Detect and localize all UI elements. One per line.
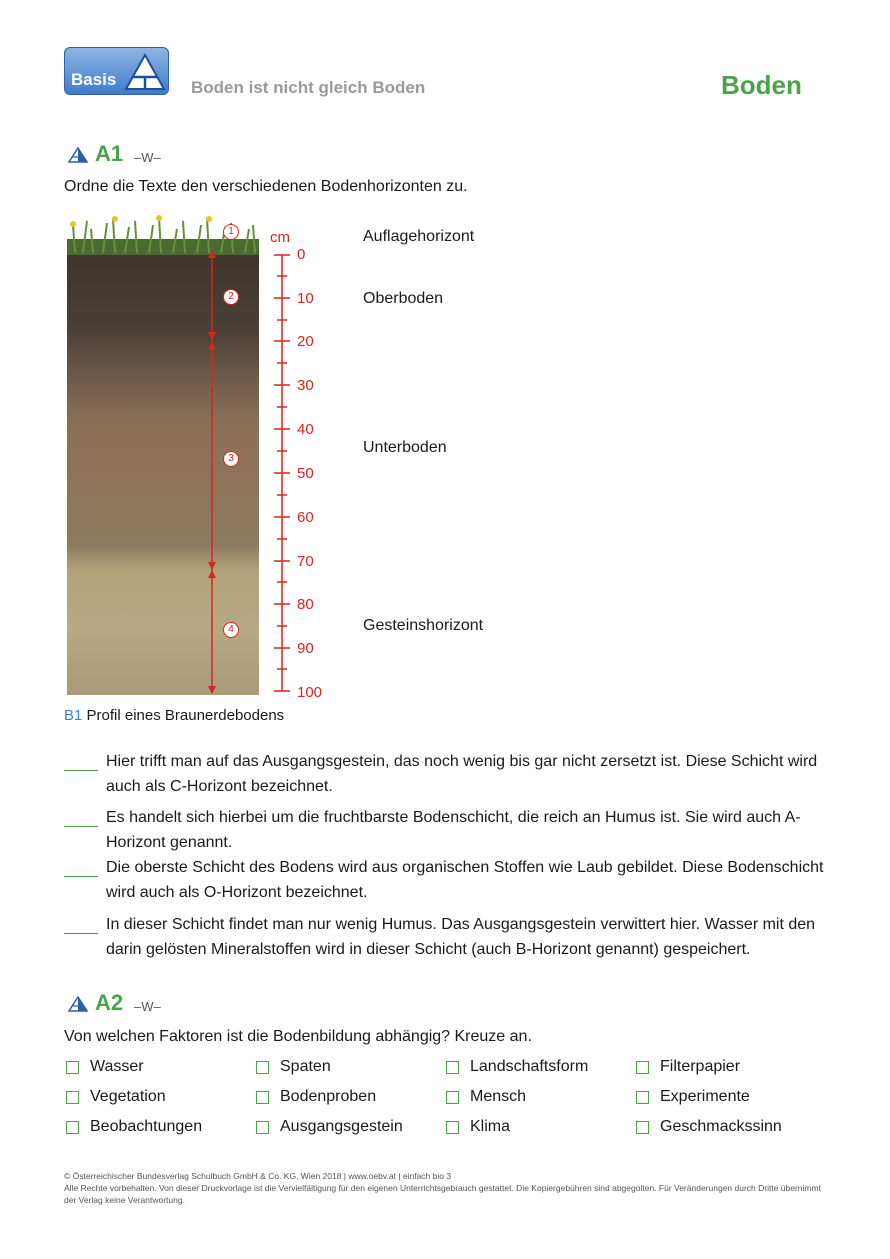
checkbox[interactable] xyxy=(66,1091,79,1104)
horizon-label: Gesteinshorizont xyxy=(363,617,484,634)
horizon-label: Oberboden xyxy=(363,290,444,307)
horizon-marker: 2 xyxy=(223,289,239,305)
task-number: A1 xyxy=(95,141,124,166)
scale-tick-label: 20 xyxy=(297,333,314,350)
answer-blank[interactable] xyxy=(64,876,98,877)
checkbox[interactable] xyxy=(256,1091,269,1104)
task-instruction: Ordne die Texte den verschiedenen Bodenhorizonten zu. xyxy=(64,178,468,195)
horizon-marker: 4 xyxy=(223,622,239,638)
option-label: Spaten xyxy=(280,1058,331,1075)
checkbox[interactable] xyxy=(446,1091,459,1104)
topic-title: Boden xyxy=(721,70,802,100)
worksheet-subtitle: Boden ist nicht gleich Boden xyxy=(191,78,426,97)
checkbox[interactable] xyxy=(636,1061,649,1074)
option-label: Geschmackssinn xyxy=(660,1118,782,1135)
scale-tick-label: 80 xyxy=(297,596,314,613)
answer-blank[interactable] xyxy=(64,826,98,827)
basis-logo xyxy=(64,47,169,95)
horizon-arrows xyxy=(205,228,219,698)
scale-tick-label: 0 xyxy=(297,246,306,263)
footer-line: © Österreichischer Bundesverlag Schulbuch GmbH & Co. KG, Wien 2018 | www.oebv.at | einfach bio 3 xyxy=(64,1171,452,1181)
horizon-label: Unterboden xyxy=(363,439,447,456)
pyramid-icon xyxy=(68,996,88,1012)
copyright-footer xyxy=(64,1170,824,1206)
task-tag: –W– xyxy=(134,999,161,1014)
option-label: Ausgangsgestein xyxy=(280,1118,403,1135)
caption-text: Profil eines Braunerdebodens xyxy=(86,707,285,724)
checkbox[interactable] xyxy=(256,1061,269,1074)
answer-blank[interactable] xyxy=(64,933,98,934)
task-instruction: Von welchen Faktoren ist die Bodenbildung abhängig? Kreuze an. xyxy=(64,1028,532,1045)
horizon-marker: 3 xyxy=(223,451,239,467)
scale-unit: cm xyxy=(270,229,290,246)
figure-caption xyxy=(64,707,284,724)
logo-text: Basis xyxy=(71,70,117,89)
option-label: Vegetation xyxy=(90,1088,166,1105)
task-number: A2 xyxy=(95,990,124,1015)
pyramid-icon xyxy=(68,147,88,163)
scale-tick-label: 50 xyxy=(297,465,314,482)
scale-tick-label: 40 xyxy=(297,421,314,438)
checkbox[interactable] xyxy=(66,1061,79,1074)
checkbox[interactable] xyxy=(256,1121,269,1134)
scale-tick-label: 100 xyxy=(297,684,323,701)
statement-text: In dieser Schicht findet man nur wenig Humus. Das Ausgangsgestein verwittert hier. Wasser mit den darin gelösten Mineralstoffen wird in dieser Schicht (auch B-Horizont genannt) gespeichert. xyxy=(106,916,816,958)
checkbox[interactable] xyxy=(66,1121,79,1134)
checkbox[interactable] xyxy=(446,1121,459,1134)
scale-tick-label: 60 xyxy=(297,509,314,526)
horizon-label: Auflagehorizont xyxy=(363,228,475,245)
answer-blank[interactable] xyxy=(64,770,98,771)
statement-text: Die oberste Schicht des Bodens wird aus organischen Stoffen wie Laub gebildet. Diese Bodenschicht wird auch als O-Horizont bezeichnet. xyxy=(106,859,824,901)
option-label: Bodenproben xyxy=(280,1088,377,1105)
checkbox[interactable] xyxy=(446,1061,459,1074)
option-label: Experimente xyxy=(660,1088,750,1105)
scale-tick-label: 70 xyxy=(297,553,314,570)
option-label: Mensch xyxy=(470,1088,527,1105)
depth-scale-ruler xyxy=(270,248,294,698)
scale-tick-label: 30 xyxy=(297,377,314,394)
option-label: Klima xyxy=(470,1118,511,1135)
caption-prefix: B1 xyxy=(64,707,83,724)
statement-text: Es handelt sich hierbei um die fruchtbarste Bodenschicht, die reich an Humus ist. Sie wird auch A-Horizont genannt. xyxy=(106,809,801,851)
task-tag: –W– xyxy=(134,150,161,165)
option-label: Wasser xyxy=(90,1058,144,1075)
checkbox[interactable] xyxy=(636,1121,649,1134)
scale-tick-label: 90 xyxy=(297,640,314,657)
checkbox[interactable] xyxy=(636,1091,649,1104)
option-label: Landschaftsform xyxy=(470,1058,589,1075)
option-label: Beobachtungen xyxy=(90,1118,203,1135)
pyramid-icon xyxy=(123,52,167,92)
scale-tick-label: 10 xyxy=(297,290,314,307)
statement-text: Hier trifft man auf das Ausgangsgestein, das noch wenig bis gar nicht zersetzt ist. Diese Schicht wird auch als C-Horizont bezeichnet. xyxy=(106,753,818,795)
horizon-marker: 1 xyxy=(223,224,239,240)
footer-line: Alle Rechte vorbehalten. Von dieser Druckvorlage ist die Vervielfältigung für den eigenen Unterrichtsgebrauch gestattet. Die Kopiergebühren sind abgegolten. Für Veränderungen durch Dritte übernimmt der Verlag keine Verantwortung. xyxy=(64,1183,821,1205)
option-label: Filterpapier xyxy=(660,1058,741,1075)
